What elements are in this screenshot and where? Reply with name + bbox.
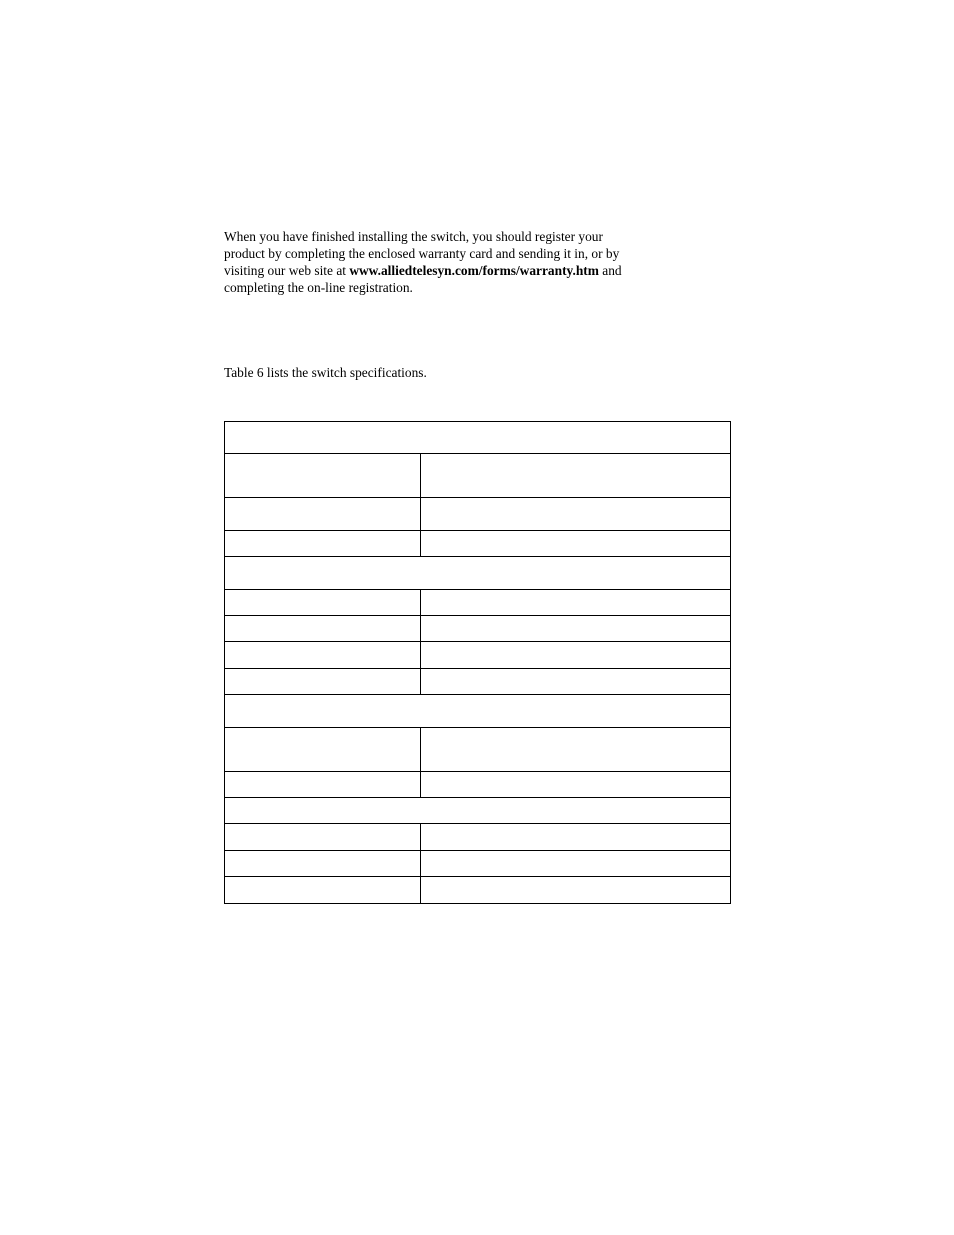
table-row	[225, 454, 731, 498]
table-section-row	[225, 798, 731, 824]
spec-value-cell	[421, 824, 731, 851]
paragraph-line: product by completing the enclosed warranty card and sending it in, or by	[224, 246, 620, 261]
paragraph-line: completing the on-line registration.	[224, 280, 413, 295]
spec-label-cell	[225, 531, 421, 557]
table-section-row	[225, 422, 731, 454]
paragraph-line	[224, 262, 734, 279]
table-section-row	[225, 557, 731, 590]
spec-label-cell	[225, 669, 421, 695]
spec-label-cell	[225, 824, 421, 851]
table-row	[225, 824, 731, 851]
spec-value-cell	[421, 642, 731, 669]
section-header-cell	[225, 695, 731, 728]
paragraph-text: and	[598, 263, 622, 278]
spec-label-cell	[225, 498, 421, 531]
table-row	[225, 498, 731, 531]
table-row	[225, 772, 731, 798]
switch-specifications-table	[224, 421, 731, 904]
spec-value-cell	[421, 772, 731, 798]
spec-label-cell	[225, 616, 421, 642]
spec-label-cell	[225, 851, 421, 877]
table-row	[225, 877, 731, 904]
table-row	[225, 590, 731, 616]
paragraph-text: visiting our web site at	[224, 263, 350, 278]
spec-value-cell	[421, 454, 731, 498]
warranty-registration-paragraph	[224, 228, 734, 296]
paragraph-line: When you have finished installing the switch, you should register your	[224, 229, 603, 244]
spec-label-cell	[225, 728, 421, 772]
table-row	[225, 616, 731, 642]
table-row	[225, 851, 731, 877]
spec-label-cell	[225, 642, 421, 669]
table-intro-paragraph: Table 6 lists the switch specifications.	[224, 365, 427, 380]
spec-value-cell	[421, 669, 731, 695]
table-row	[225, 642, 731, 669]
spec-value-cell	[421, 616, 731, 642]
spec-value-cell	[421, 590, 731, 616]
spec-label-cell	[225, 772, 421, 798]
section-header-cell	[225, 557, 731, 590]
warranty-url: www.alliedtelesyn.com/forms/warranty.htm	[349, 263, 599, 278]
spec-label-cell	[225, 590, 421, 616]
table-row	[225, 531, 731, 557]
spec-value-cell	[421, 531, 731, 557]
spec-label-cell	[225, 454, 421, 498]
spec-value-cell	[421, 498, 731, 531]
section-header-cell	[225, 798, 731, 824]
table-row	[225, 669, 731, 695]
spec-value-cell	[421, 877, 731, 904]
spec-label-cell	[225, 877, 421, 904]
table-row	[225, 728, 731, 772]
section-header-cell	[225, 422, 731, 454]
spec-value-cell	[421, 728, 731, 772]
spec-value-cell	[421, 851, 731, 877]
table-section-row	[225, 695, 731, 728]
